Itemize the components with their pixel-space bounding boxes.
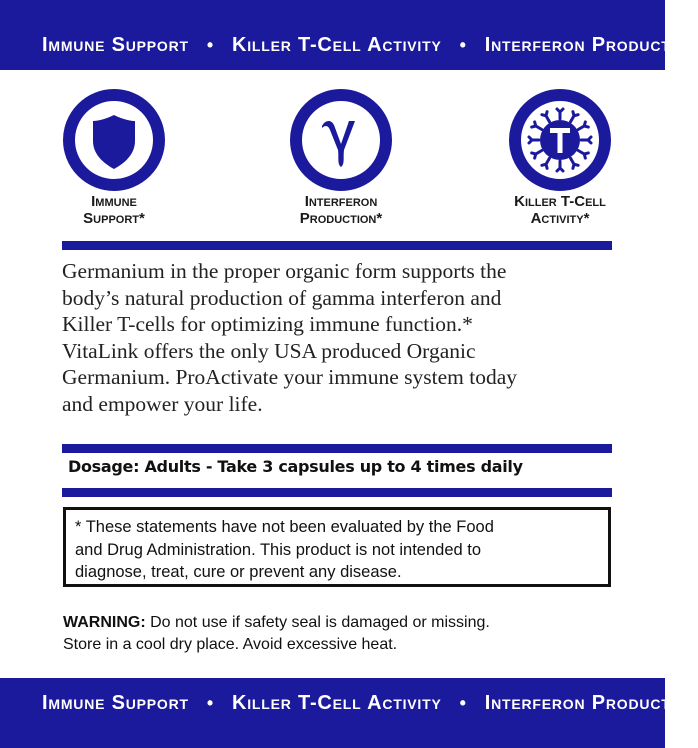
disclaimer-line: and Drug Administration. This product is not intended to	[75, 540, 482, 559]
banner-item-immune-support: Immune Support	[42, 692, 189, 714]
disclaimer-line: diagnose, treat, cure or prevent any disease.	[75, 563, 402, 581]
banner-separator: •	[459, 35, 467, 55]
divider-rule	[62, 241, 612, 250]
banner-item-killer-t-cell: Killer T-Cell Activity	[231, 34, 442, 56]
description-line: body’s natural production of gamma interferon and	[62, 285, 502, 310]
description-line: VitaLink offers the only USA produced Organic	[62, 338, 476, 363]
top-banner	[0, 0, 698, 70]
gamma-icon	[289, 88, 393, 192]
banner-item-interferon: Interferon Production	[484, 692, 698, 714]
icon-label-killer-t-cell	[480, 193, 640, 227]
warning-label: WARNING:	[63, 614, 146, 631]
warning-line: Store in a cool dry place. Avoid excessive heat.	[63, 636, 398, 653]
description-line: Germanium. ProActivate your immune system today	[62, 365, 517, 389]
icon-label-interferon	[261, 193, 421, 227]
banner-separator: •	[206, 693, 214, 713]
warning-line: Do not use if safety seal is damaged or missing.	[150, 614, 490, 631]
icon-label-line: Support*	[83, 210, 145, 227]
banner-item-interferon: Interferon Production	[484, 34, 698, 56]
t-cell-icon	[508, 88, 612, 192]
banner-item-immune-support: Immune Support	[42, 34, 189, 56]
icon-label-line: Production*	[299, 210, 383, 227]
bottom-banner-text	[42, 692, 698, 715]
fda-disclaimer-box	[63, 507, 611, 587]
banner-separator: •	[206, 35, 214, 55]
description-line: and empower your life.	[62, 391, 263, 416]
icon-label-line: Activity*	[530, 210, 590, 227]
banner-item-killer-t-cell: Killer T-Cell Activity	[231, 692, 442, 714]
divider-rule	[62, 444, 612, 453]
bottom-banner	[0, 678, 698, 748]
description-text	[62, 258, 622, 417]
disclaimer-line: * These statements have not been evaluated by the Food	[75, 518, 494, 536]
icon-label-line: Immune	[91, 193, 137, 210]
top-banner-text	[42, 34, 698, 57]
description-line: Killer T-cells for optimizing immune function.*	[62, 312, 473, 336]
warning-text	[63, 612, 643, 656]
divider-rule	[62, 488, 612, 497]
description-line: Germanium in the proper organic form supports the	[62, 259, 507, 283]
banner-separator: •	[459, 693, 467, 713]
icon-label-line: Interferon	[304, 193, 378, 210]
icon-label-line: Killer T-Cell	[514, 193, 606, 210]
icon-label-immune-support	[34, 193, 194, 227]
dosage-text: Dosage: Adults - Take 3 capsules up to 4 times daily	[68, 457, 523, 476]
shield-icon	[62, 88, 166, 192]
